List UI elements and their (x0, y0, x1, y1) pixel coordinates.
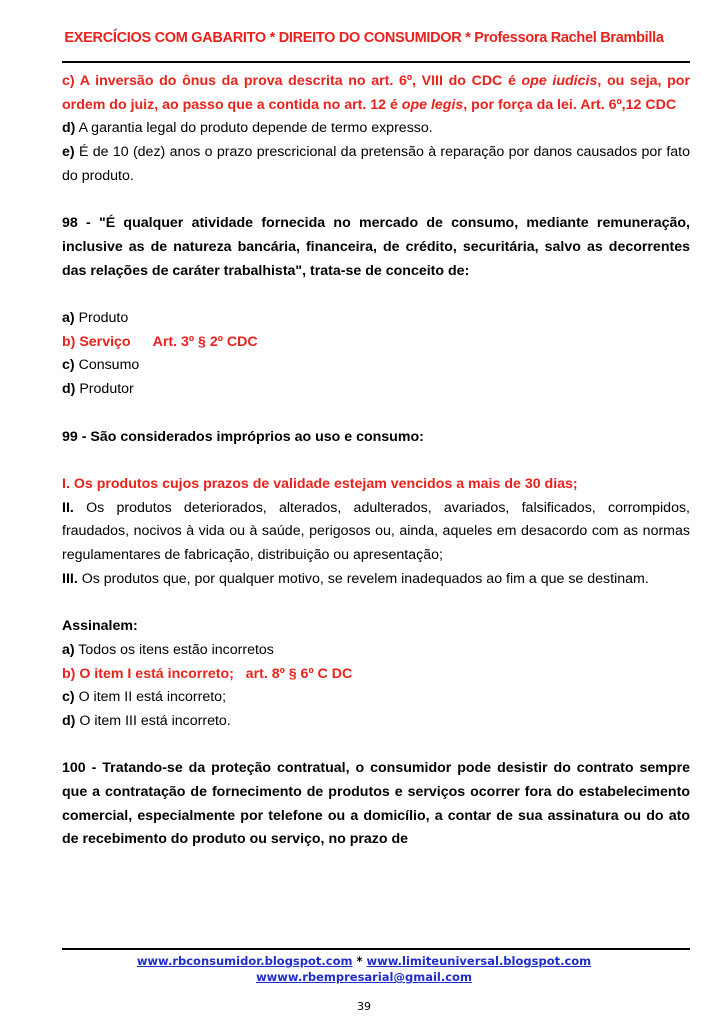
spacer (62, 402, 690, 426)
option-label: c) (62, 73, 75, 89)
q98-option-b (62, 331, 690, 355)
email-link[interactable]: wwww.rbempresarial@gmail.com (256, 970, 472, 984)
item-text: Os produtos deteriorados, alterados, adulterados, avariados, falsificados, corrompidos, fraudados, nocivos à vida ou à saúde, perigosos ou, ainda, aqueles em desacordo com as normas regulamentares de fabricação, distribuição ou apresentação; (62, 499, 690, 563)
option-label: d) (62, 381, 76, 398)
q98-option-d (62, 378, 690, 402)
option-text: , ou seja, por ordem do juiz, ao passo que a contida no art. 12 é (62, 73, 690, 113)
latin-term: ope iudicis (521, 73, 598, 89)
q99-instruction: Assinalem: (62, 618, 138, 635)
option-text: O item III está incorreto. (75, 712, 231, 729)
spacer (62, 283, 690, 307)
option-text: A inversão do ônus da prova descrita no art. 6º, VIII do CDC é (74, 73, 522, 89)
option-label: c) (62, 689, 75, 706)
option-text: A garantia legal do produto depende de termo expresso. (75, 120, 433, 137)
option-text: , por força da lei. Art. 6º,12 CDC (463, 96, 677, 113)
latin-term: ope legis (401, 96, 464, 113)
spacer (62, 189, 690, 213)
q97-option-c (62, 70, 690, 117)
item-label: II. (62, 499, 74, 516)
option-text: Consumo (74, 357, 140, 374)
page-number: 39 (357, 1000, 371, 1013)
spacer (62, 734, 690, 758)
option-text: Produto (74, 310, 129, 326)
spacer (62, 591, 690, 615)
q98-option-c (62, 354, 690, 378)
q99-option-d (62, 710, 690, 734)
option-text: Todos os itens estão incorretos (74, 641, 274, 658)
q99-item-i: I. Os produtos cujos prazos de validade estejam vencidos a mais de 30 dias; (62, 475, 578, 492)
q99-item-ii (62, 497, 690, 568)
legal-reference: Art. 3º § 2º CDC (152, 333, 258, 350)
page-header-title: EXERCÍCIOS COM GABARITO * DIREITO DO CONSUMIDOR * Professora Rachel Brambilla (64, 30, 664, 46)
footer-links (0, 953, 728, 985)
q99-option-c (62, 686, 690, 710)
document-body (62, 70, 690, 852)
option-label: d) (62, 712, 76, 729)
q99-question: 99 - São considerados impróprios ao uso e consumo: (62, 428, 424, 445)
link-separator: * (352, 954, 367, 968)
q97-option-d (62, 117, 690, 141)
option-label: c) (62, 357, 75, 374)
q98-option-a (62, 307, 690, 331)
option-text: Produtor (75, 381, 134, 398)
option-label: b) Serviço (62, 333, 131, 350)
option-text: O item II está incorreto; (74, 689, 227, 706)
option-label: d) (62, 120, 76, 137)
blog-link-limiteuniversal[interactable]: www.limiteuniversal.blogspot.com (366, 954, 592, 968)
item-text: Os produtos que, por qualquer motivo, se revelem inadequados ao fim a que se destinam. (77, 570, 649, 587)
option-label: a) (62, 310, 75, 326)
q99-item-iii (62, 568, 690, 592)
q97-option-e (62, 141, 690, 188)
blog-link-rbconsumidor[interactable]: www.rbconsumidor.blogspot.com (136, 954, 353, 968)
q99-option-a (62, 639, 690, 663)
q99-option-b: b) O item I está incorreto; art. 8º § 6º C DC (62, 665, 353, 682)
option-label: a) (62, 641, 75, 658)
q100-question: 100 - Tratando-se da proteção contratual, o consumidor pode desistir do contrato sempre que a contratação de fornecimento de produtos e serviços ocorrer fora do estabelecimento comercial, especialmente por telefone ou a domicílio, a contar de sua assinatura ou do ato de recebimento do produto ou serviço, no prazo de (62, 760, 690, 848)
option-label: e) (62, 144, 75, 161)
item-label: III. (62, 570, 78, 587)
spacer (62, 449, 690, 473)
option-text: É de 10 (dez) anos o prazo prescricional da pretensão à reparação por danos causados por fato do produto. (62, 144, 690, 184)
footer-rule (62, 948, 690, 950)
header-rule (62, 61, 690, 63)
q98-question: 98 - "É qualquer atividade fornecida no mercado de consumo, mediante remuneração, inclusive as de natureza bancária, financeira, de crédito, securitária, salvo as decorrentes das relações de caráter trabalhista", trata-se de conceito de: (62, 215, 690, 279)
